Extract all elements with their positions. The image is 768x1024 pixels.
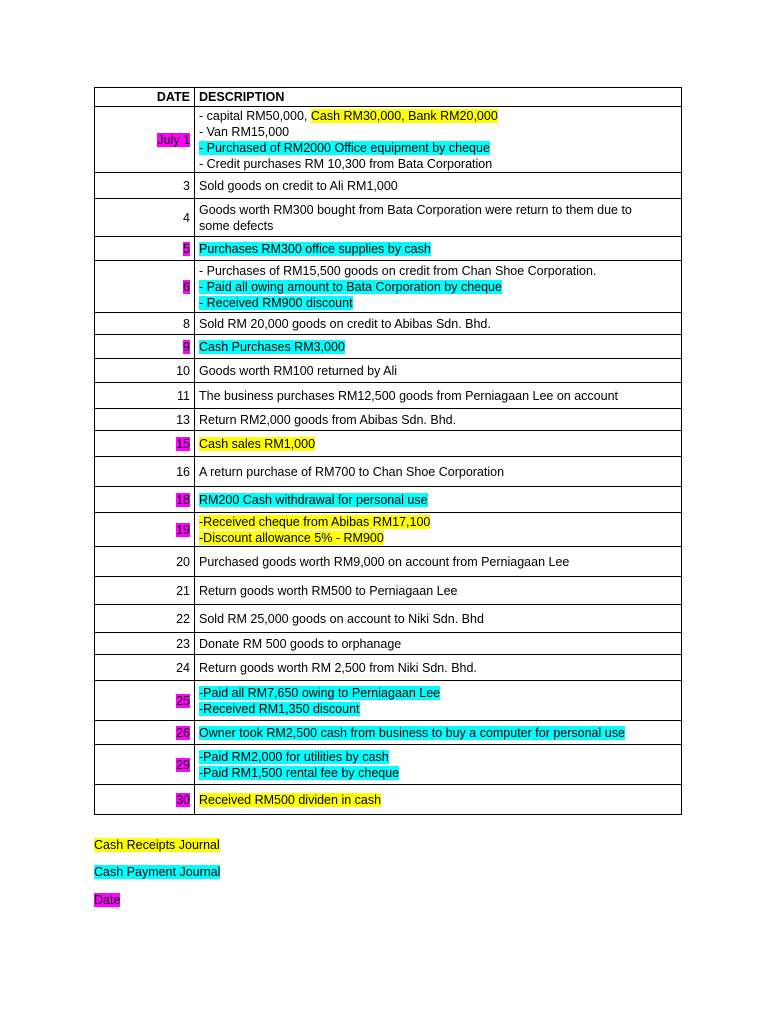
date-value: 19	[176, 522, 190, 537]
description-line	[199, 363, 677, 379]
date-value: 10	[176, 363, 190, 378]
table-row	[95, 633, 682, 655]
date-cell	[95, 313, 195, 335]
description-cell	[195, 457, 682, 487]
description-text: Owner took RM2,500 cash from business to buy a computer for personal use	[199, 725, 625, 740]
description-text: -Paid RM1,500 rental fee by cheque	[199, 765, 400, 780]
description-text: Cash RM30,000, Bank RM20,000	[310, 108, 498, 123]
date-cell	[95, 409, 195, 431]
date-cell	[95, 577, 195, 605]
description-text: Purchases RM300 office supplies by cash	[199, 241, 431, 256]
description-text: some defects	[199, 218, 274, 233]
date-cell	[95, 261, 195, 313]
description-text: Goods worth RM100 returned by Ali	[199, 363, 398, 378]
description-cell	[195, 383, 682, 409]
description-line	[199, 464, 677, 480]
table-row	[95, 721, 682, 745]
description-line	[199, 749, 677, 765]
description-cell	[195, 655, 682, 681]
description-line	[199, 241, 677, 257]
description-line	[199, 156, 677, 172]
date-value: 15	[176, 436, 190, 451]
description-cell	[195, 633, 682, 655]
date-value: 22	[176, 611, 190, 626]
date-value: 29	[176, 757, 190, 772]
description-line	[199, 108, 677, 124]
description-cell	[195, 261, 682, 313]
description-text: Donate RM 500 goods to orphanage	[199, 636, 402, 651]
description-line	[199, 218, 677, 234]
date-value: 8	[183, 316, 190, 331]
description-cell	[195, 409, 682, 431]
description-text: Sold RM 25,000 goods on account to Niki Sdn. Bhd	[199, 611, 484, 626]
date-cell	[95, 237, 195, 261]
date-cell	[95, 457, 195, 487]
description-cell	[195, 199, 682, 237]
date-cell	[95, 383, 195, 409]
table-row	[95, 359, 682, 383]
description-cell	[195, 577, 682, 605]
description-cell	[195, 721, 682, 745]
date-value: 4	[183, 210, 190, 225]
description-line	[199, 279, 677, 295]
description-line	[199, 514, 677, 530]
table-body	[95, 107, 682, 815]
description-text: The business purchases RM12,500 goods from Perniagaan Lee on account	[199, 388, 619, 403]
description-text: -Paid all RM7,650 owing to Perniagaan Lee	[199, 685, 441, 700]
date-cell	[95, 199, 195, 237]
description-line	[199, 725, 677, 741]
description-text: -Discount allowance 5% - RM900	[199, 530, 384, 545]
table-row	[95, 237, 682, 261]
table-row	[95, 513, 682, 547]
description-cell	[195, 237, 682, 261]
date-value: 6	[183, 279, 190, 294]
description-text: Goods worth RM300 bought from Bata Corporation were return to them due to	[199, 202, 632, 217]
description-text: Cash sales RM1,000	[199, 436, 316, 451]
description-text: Return RM2,000 goods from Abibas Sdn. Bhd.	[199, 412, 457, 427]
description-cell	[195, 431, 682, 457]
description-line	[199, 339, 677, 355]
description-cell	[195, 681, 682, 721]
table-row	[95, 785, 682, 815]
description-line	[199, 636, 677, 652]
legend-label: Cash Receipts Journal	[94, 838, 220, 852]
date-cell	[95, 633, 195, 655]
table-row	[95, 431, 682, 457]
description-text: - Credit purchases RM 10,300 from Bata Corporation	[199, 156, 493, 171]
date-cell	[95, 605, 195, 633]
table-row	[95, 313, 682, 335]
description-cell	[195, 745, 682, 785]
date-value: 5	[183, 241, 190, 256]
table-row	[95, 261, 682, 313]
date-cell	[95, 655, 195, 681]
description-cell	[195, 359, 682, 383]
description-line	[199, 530, 677, 546]
description-line	[199, 124, 677, 140]
description-line	[199, 701, 677, 717]
description-line	[199, 412, 677, 428]
date-value: 24	[176, 660, 190, 675]
date-value: July 1	[157, 132, 190, 147]
description-cell	[195, 107, 682, 173]
description-text: - Van RM15,000	[199, 124, 290, 139]
table-row	[95, 409, 682, 431]
description-text: Sold goods on credit to Ali RM1,000	[199, 178, 398, 193]
description-line	[199, 178, 677, 194]
description-text: -Received cheque from Abibas RM17,100	[199, 514, 431, 529]
date-cell	[95, 335, 195, 359]
date-cell	[95, 547, 195, 577]
table-row	[95, 173, 682, 199]
table-row	[95, 577, 682, 605]
description-line	[199, 611, 677, 627]
description-line	[199, 388, 677, 404]
legend-label: Date	[94, 893, 121, 907]
table-row	[95, 335, 682, 359]
table-header-row	[95, 88, 682, 107]
description-line	[199, 660, 677, 676]
date-cell	[95, 173, 195, 199]
date-value: 20	[176, 554, 190, 569]
description-text: Purchased goods worth RM9,000 on account from Perniagaan Lee	[199, 554, 570, 569]
date-cell	[95, 745, 195, 785]
description-text: - Purchased of RM2000 Office equipment by cheque	[199, 140, 490, 155]
description-line	[199, 436, 677, 452]
description-line	[199, 316, 677, 332]
date-cell	[95, 487, 195, 513]
date-value: 25	[176, 693, 190, 708]
description-text: -Paid RM2,000 for utilities by cash	[199, 749, 389, 764]
description-text: - Received RM900 discount	[199, 295, 353, 310]
date-cell	[95, 513, 195, 547]
date-value: 21	[176, 583, 190, 598]
description-cell	[195, 173, 682, 199]
table-row	[95, 681, 682, 721]
date-value: 16	[176, 464, 190, 479]
description-text: - capital RM50,000,	[199, 108, 311, 123]
table-row	[95, 547, 682, 577]
date-value: 3	[183, 178, 190, 193]
table-row	[95, 745, 682, 785]
description-cell	[195, 313, 682, 335]
legend-item	[94, 893, 120, 908]
table-row	[95, 383, 682, 409]
description-text: - Purchases of RM15,500 goods on credit from Chan Shoe Corporation.	[199, 263, 597, 278]
description-line	[199, 685, 677, 701]
description-line	[199, 295, 677, 311]
table-row	[95, 487, 682, 513]
description-text: -Received RM1,350 discount	[199, 701, 360, 716]
description-cell	[195, 513, 682, 547]
legend-label: Cash Payment Journal	[94, 865, 221, 879]
table-row	[95, 605, 682, 633]
date-cell	[95, 359, 195, 383]
description-line	[199, 583, 677, 599]
description-cell	[195, 487, 682, 513]
description-text: Received RM500 dividen in cash	[199, 792, 382, 807]
legend-item	[94, 838, 220, 853]
date-value: 13	[176, 412, 190, 427]
date-column-header: DATE	[95, 88, 195, 107]
table-row	[95, 199, 682, 237]
transactions-table	[94, 87, 682, 815]
description-text: Sold RM 20,000 goods on credit to Abibas Sdn. Bhd.	[199, 316, 491, 331]
date-value: 26	[176, 725, 190, 740]
description-line	[199, 263, 677, 279]
description-cell	[195, 335, 682, 359]
description-line	[199, 765, 677, 781]
description-text: - Paid all owing amount to Bata Corporation by cheque	[199, 279, 502, 294]
date-value: 9	[183, 339, 190, 354]
description-cell	[195, 785, 682, 815]
table-row	[95, 107, 682, 173]
description-text: A return purchase of RM700 to Chan Shoe Corporation	[199, 464, 505, 479]
description-text: Return goods worth RM 2,500 from Niki Sdn. Bhd.	[199, 660, 477, 675]
description-line	[199, 202, 677, 218]
date-value: 11	[177, 388, 190, 403]
description-text: RM200 Cash withdrawal for personal use	[199, 492, 428, 507]
description-line	[199, 554, 677, 570]
date-cell	[95, 107, 195, 173]
description-line	[199, 792, 677, 808]
date-cell	[95, 785, 195, 815]
date-value: 23	[176, 636, 190, 651]
table-row	[95, 655, 682, 681]
description-line	[199, 492, 677, 508]
date-cell	[95, 681, 195, 721]
date-cell	[95, 721, 195, 745]
description-text: Return goods worth RM500 to Perniagaan Lee	[199, 583, 458, 598]
date-cell	[95, 431, 195, 457]
description-text: Cash Purchases RM3,000	[199, 339, 345, 354]
description-column-header: DESCRIPTION	[195, 88, 682, 107]
date-value: 30	[176, 792, 190, 807]
description-cell	[195, 547, 682, 577]
date-value: 18	[176, 492, 190, 507]
table-row	[95, 457, 682, 487]
description-line	[199, 140, 677, 156]
description-cell	[195, 605, 682, 633]
legend-item	[94, 865, 220, 880]
